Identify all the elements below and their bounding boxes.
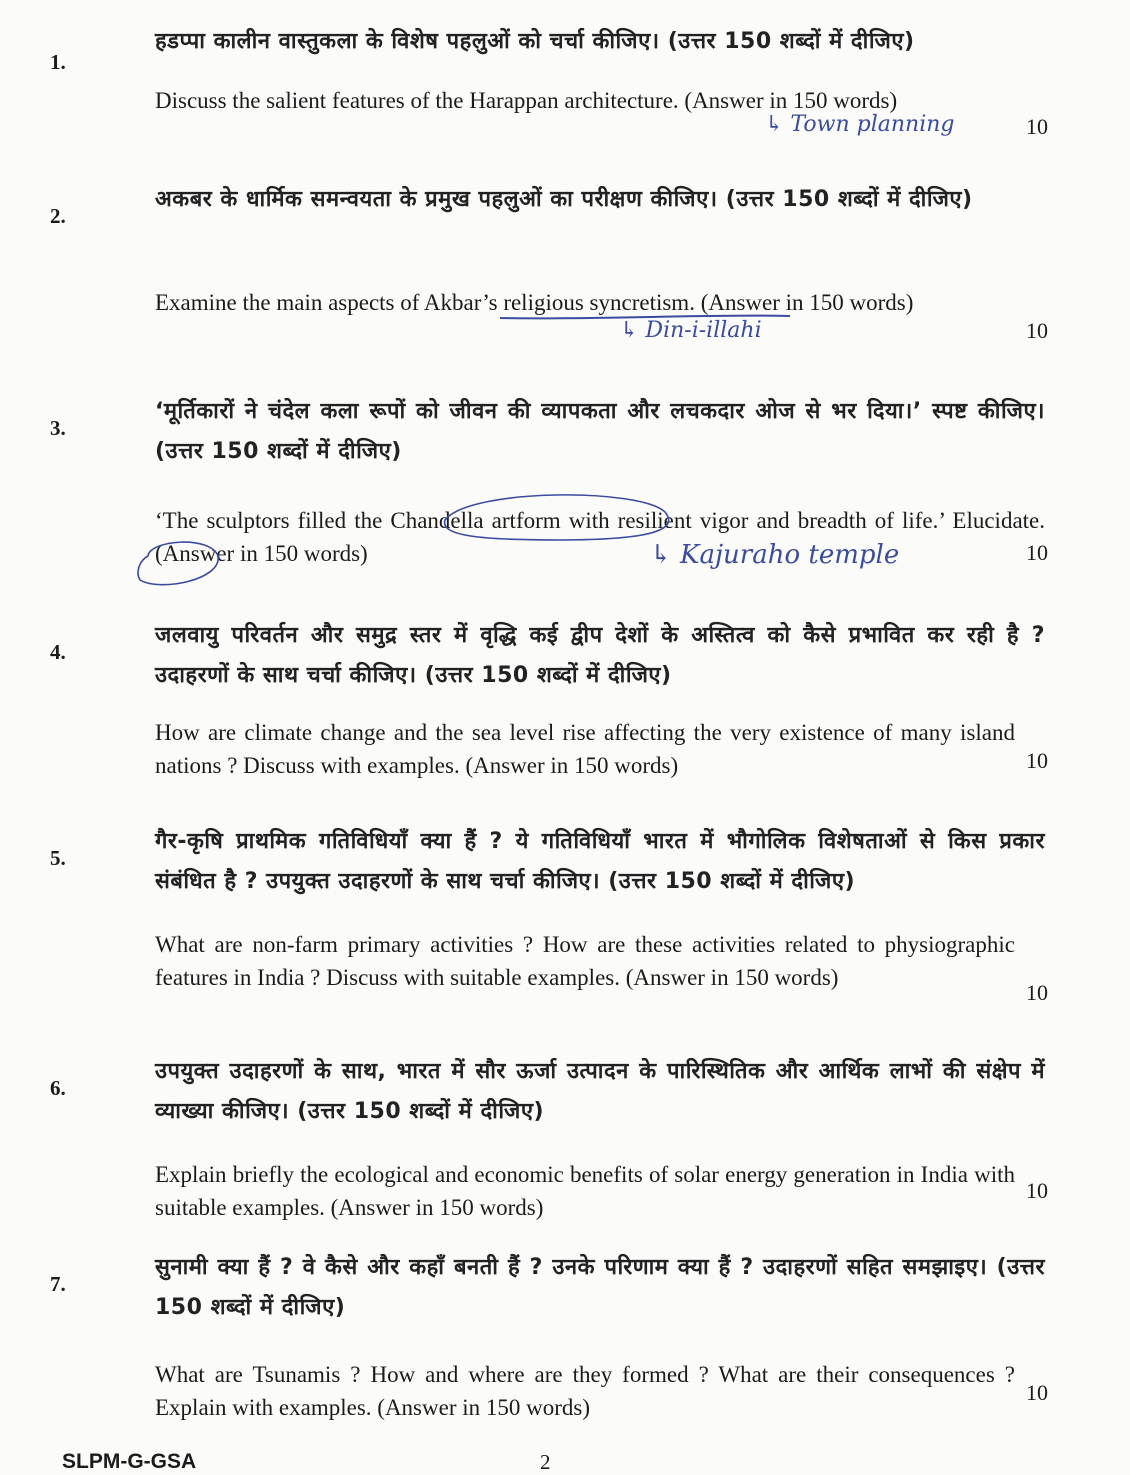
question-hindi: गैर-कृषि प्राथमिक गतिविधियाँ क्या हैं ? ये गतिविधियाँ भारत में भौगोलिक विशेषताओं से किस प्रकार संबंधित है ? उपयुक्त उदाहरणों के साथ चर्चा कीजिए। (उत्तर 150 शब्दों में दीजिए): [155, 829, 1045, 894]
question-english: Examine the main aspects of Akbar’s religious syncretism. (Answer in 150 words): [155, 290, 914, 315]
question-number: 6.: [50, 1076, 66, 1100]
question-number: 1.: [50, 50, 66, 74]
question-hindi: ‘मूर्तिकारों ने चंदेल कला रूपों को जीवन की व्यापकता और लचकदार ओज से भर दिया।’ स्पष्ट कीजिए। (उत्तर 150 शब्दों में दीजिए): [155, 399, 1045, 464]
question-hindi: उपयुक्त उदाहरणों के साथ, भारत में सौर ऊर्जा उत्पादन के पारिस्थितिक और आर्थिक लाभों की संक्षेप में व्याख्या कीजिए। (उत्तर 150 शब्दों में दीजिए): [155, 1059, 1045, 1124]
marks: 10: [1026, 980, 1048, 1005]
handwritten-note: ↳ Town planning: [765, 112, 955, 137]
question-english: What are Tsunamis ? How and where are they formed ? What are their consequences ? Explain with examples. (Answer in 150 words): [155, 1362, 1015, 1420]
marks: 10: [1026, 318, 1048, 343]
question-hindi: जलवायु परिवर्तन और समुद्र स्तर में वृद्धि कई द्वीप देशों के अस्तित्व को कैसे प्रभावित कर रही है ? उदाहरणों के साथ चर्चा कीजिए। (उत्तर 150 शब्दों में दीजिए): [155, 623, 1045, 688]
question-number: 7.: [50, 1272, 66, 1296]
question-hindi: अकबर के धार्मिक समन्वयता के प्रमुख पहलुओं का परीक्षण कीजिए। (उत्तर 150 शब्दों में दीजिए): [155, 187, 973, 212]
question-english: Discuss the salient features of the Harappan architecture. (Answer in 150 words): [155, 88, 898, 113]
marks: 10: [1026, 540, 1048, 565]
question-hindi: हडप्पा कालीन वास्तुकला के विशेष पहलुओं को चर्चा कीजिए। (उत्तर 150 शब्दों में दीजिए): [155, 29, 915, 54]
handwritten-note: ↳ Kajuraho temple: [650, 540, 900, 570]
question-english: ‘The sculptors filled the Chandella artform with resilient vigor and breadth of life.’ Elucidate. (Answer in 150 words): [155, 508, 1045, 566]
question-english: Explain briefly the ecological and economic benefits of solar energy generation in India with suitable examples. (Answer in 150 words): [155, 1162, 1015, 1220]
question-english: How are climate change and the sea level rise affecting the very existence of many island nations ? Discuss with examples. (Answer in 150 words): [155, 720, 1015, 778]
question-number: 5.: [50, 846, 66, 870]
handwritten-note: ↳ Din-i-illahi: [620, 318, 762, 343]
question-number: 3.: [50, 416, 66, 440]
question-hindi: सुनामी क्या हैं ? वे कैसे और कहाँ बनती हैं ? उनके परिणाम क्या हैं ? उदाहरणों सहित समझाइए। (उत्तर 150 शब्दों में दीजिए): [155, 1255, 1045, 1320]
question-number: 2.: [50, 204, 66, 228]
question-english: What are non-farm primary activities ? How are these activities related to physiographic features in India ? Discuss with suitable examples. (Answer in 150 words): [155, 932, 1015, 990]
marks: 10: [1026, 1380, 1048, 1405]
marks: 10: [1026, 114, 1048, 139]
question-number: 4.: [50, 640, 66, 664]
footer-code: SLPM-G-GSA: [62, 1450, 197, 1473]
page-number: 2: [540, 1450, 551, 1474]
marks: 10: [1026, 1178, 1048, 1203]
marks: 10: [1026, 748, 1048, 773]
